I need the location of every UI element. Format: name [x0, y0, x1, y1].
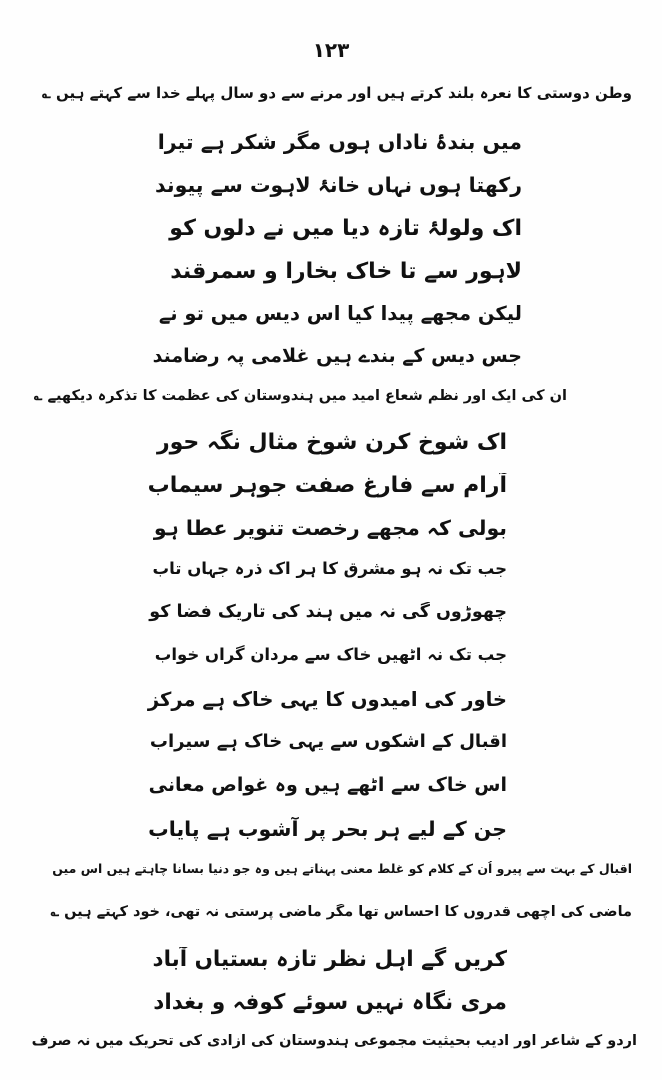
verse-line-6: جس دیس کے بندے ہیں غلامی پہ رضامند [152, 345, 522, 367]
verse-line-7: اک شوخ کرن شوخ مثال نگہ حور [156, 430, 507, 455]
verse-line-14: اقبال کے اشکوں سے یہی خاک ہے سیراب [149, 731, 507, 752]
text-line-5: اردو کے شاعر اور ادیب بحیثیت مجموعی ہندوستان کی آزادی کی تحریک میں نہ صرف [31, 1033, 637, 1049]
verse-line-13: خاور کی امیدوں کا یہی خاک ہے مرکز [147, 688, 507, 711]
verse-line-4: لاہور سے تا خاک بخارا و سمرقند [170, 259, 522, 284]
page-number: ۱۲۳ [312, 38, 350, 62]
verse-line-17: کریں گے اہل نظر تازہ بستیاں آباد [152, 947, 507, 972]
verse-line-3: اک ولولۂ تازہ دیا میں نے دلوں کو [169, 216, 522, 241]
verse-line-2: رکھتا ہوں نہاں خانۂ لاہوت سے پیوند [155, 173, 522, 197]
verse-line-10: جب تک نہ ہو مشرق کا ہر اک ذرہ جہاں تاب [152, 559, 507, 578]
verse-line-11: چھوڑوں گی نہ میں ہند کی تاریک فضا کو [149, 602, 507, 622]
verse-line-15: اس خاک سے اٹھے ہیں وہ غواص معانی [148, 774, 507, 796]
verse-line-5: لیکن مجھے پیدا کیا اس دیس میں تو نے [158, 302, 522, 325]
text-line-2: ان کی ایک اور نظم شعاع امید میں ہندوستان کی عظمت کا تذکرہ دیکھیے ؎ [33, 388, 567, 404]
text-line-1: وطن دوستی کا نعرہ بلند کرتے ہیں اور مرنے سے دو سال پہلے خدا سے کہتے ہیں ؎ [41, 84, 632, 102]
text-line-3: اقبال کے بہت سے پیرو اُن کے کلام کو غلط معنی پہناتے ہیں وہ جو دنیا بسانا چاہتے ہیں اس میں [52, 861, 632, 876]
verse-line-12: جب تک نہ اٹھیں خاک سے مردان گراں خواب [154, 645, 507, 664]
verse-line-9: بولی کہ مجھے رخصت تنویر عطا ہو [153, 516, 507, 540]
verse-line-1: میں بندۂ ناداں ہوں مگر شکر ہے تیرا [157, 130, 522, 154]
verse-line-18: مری نگاہ نہیں سوئے کوفہ و بغداد [153, 990, 507, 1015]
verse-line-16: جن کے لیے ہر بحر پر آشوب ہے پایاب [148, 817, 507, 841]
text-line-4: ماضی کی اچھی قدروں کا احساس تھا مگر ماضی پرستی نہ تھی، خود کہتے ہیں ؎ [50, 904, 632, 920]
verse-line-8: آرام سے فارغ صفت جوہر سیماب [147, 473, 507, 498]
